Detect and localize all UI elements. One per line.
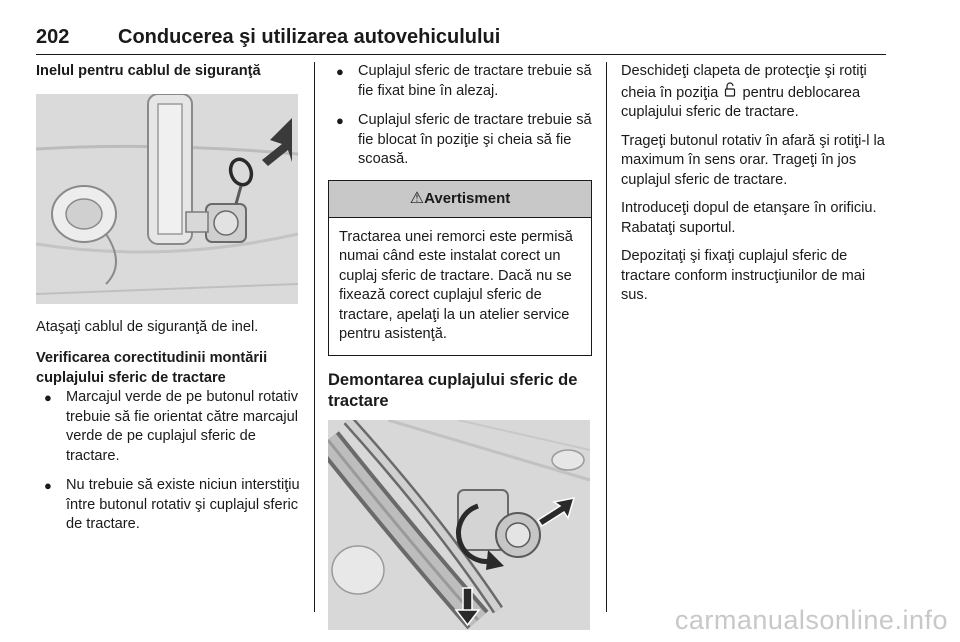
bullet-dot-icon: ● <box>336 64 344 79</box>
removal-illustration <box>328 420 590 630</box>
paragraph-unlock <box>621 62 891 123</box>
paragraph-unlock-text-b: pentru deblocarea cuplajului sferic de tractare. <box>621 84 861 120</box>
page-header <box>36 24 886 55</box>
paragraph-pull-knob: Trageţi butonul rotativ în afară şi rotiţi-l la maximum în sens orar. Trageţi în jos cuplajul sferic de tractare. <box>621 132 885 188</box>
bullet-dot-icon: ● <box>44 478 52 493</box>
column-right <box>621 62 891 315</box>
paragraph-store: Depozitaţi şi fixaţi cuplajul sferic de tractare conform instrucţiunilor de mai sus. <box>621 248 866 303</box>
requirements-list <box>328 62 592 170</box>
list-item <box>36 476 301 535</box>
list-item-text: Marcajul verde de pe butonul rotativ trebuie să fie orientat către marcajul verde de pe cuplajul sferic de tractare. <box>66 389 299 464</box>
warning-title: Avertisment <box>424 189 511 207</box>
column-divider <box>606 62 607 612</box>
page-number: 202 <box>36 26 70 48</box>
warning-header <box>329 181 591 218</box>
section-heading-check-mounting: Verificarea corectitudinii montării cuplajului sferic de tractare <box>36 350 268 386</box>
section-heading-safety-ring: Inelul pentru cablul de siguranţă <box>36 63 261 79</box>
warning-triangle-icon: ⚠ <box>409 189 425 207</box>
bullet-dot-icon: ● <box>336 113 344 128</box>
list-item <box>36 388 301 466</box>
list-item <box>328 62 592 101</box>
column-middle <box>328 62 592 630</box>
unlock-padlock-icon <box>724 82 736 103</box>
check-mounting-list <box>36 388 301 535</box>
paragraph-unlock-text-a: Deschideţi clapeta de protecţie şi rotiţi cheia în poziţia <box>621 63 867 101</box>
section-heading-removal: Demontarea cuplajului sferic de tractare <box>328 370 578 410</box>
warning-box <box>328 180 592 356</box>
column-divider <box>314 62 315 612</box>
list-item-text: Cuplajul sferic de tractare trebuie să fie fixat bine în alezaj. <box>358 63 592 99</box>
page-title: Conducerea şi utilizarea autovehiculului <box>118 26 501 48</box>
bullet-dot-icon: ● <box>44 390 52 405</box>
list-item <box>328 111 592 170</box>
caption-attach-cable: Ataşaţi cablul de siguranţă de inel. <box>36 318 259 335</box>
safety-ring-illustration <box>36 94 298 304</box>
column-left <box>36 62 301 545</box>
figure-safety-ring <box>36 94 298 304</box>
list-item-text: Nu trebuie să existe niciun interstiţiu între butonul rotativ şi cuplajul sferic de tractare. <box>66 477 300 532</box>
watermark: carmanualsonline.info <box>674 605 948 635</box>
warning-body: Tractarea unei remorci este permisă numai când este instalat corect un cuplaj sferic de tractare. Dacă nu se fixează corect cuplajul sferic de tractare, apelaţi la un atelier service pentru asistenţă. <box>339 228 573 342</box>
list-item-text: Cuplajul sferic de tractare trebuie să fie blocat în poziţie şi cheia să fie scoasă. <box>358 112 592 167</box>
paragraph-insert-plug: Introduceţi dopul de etanşare în orificiu. Rabataţi suportul. <box>621 200 877 236</box>
figure-removal <box>328 420 590 630</box>
